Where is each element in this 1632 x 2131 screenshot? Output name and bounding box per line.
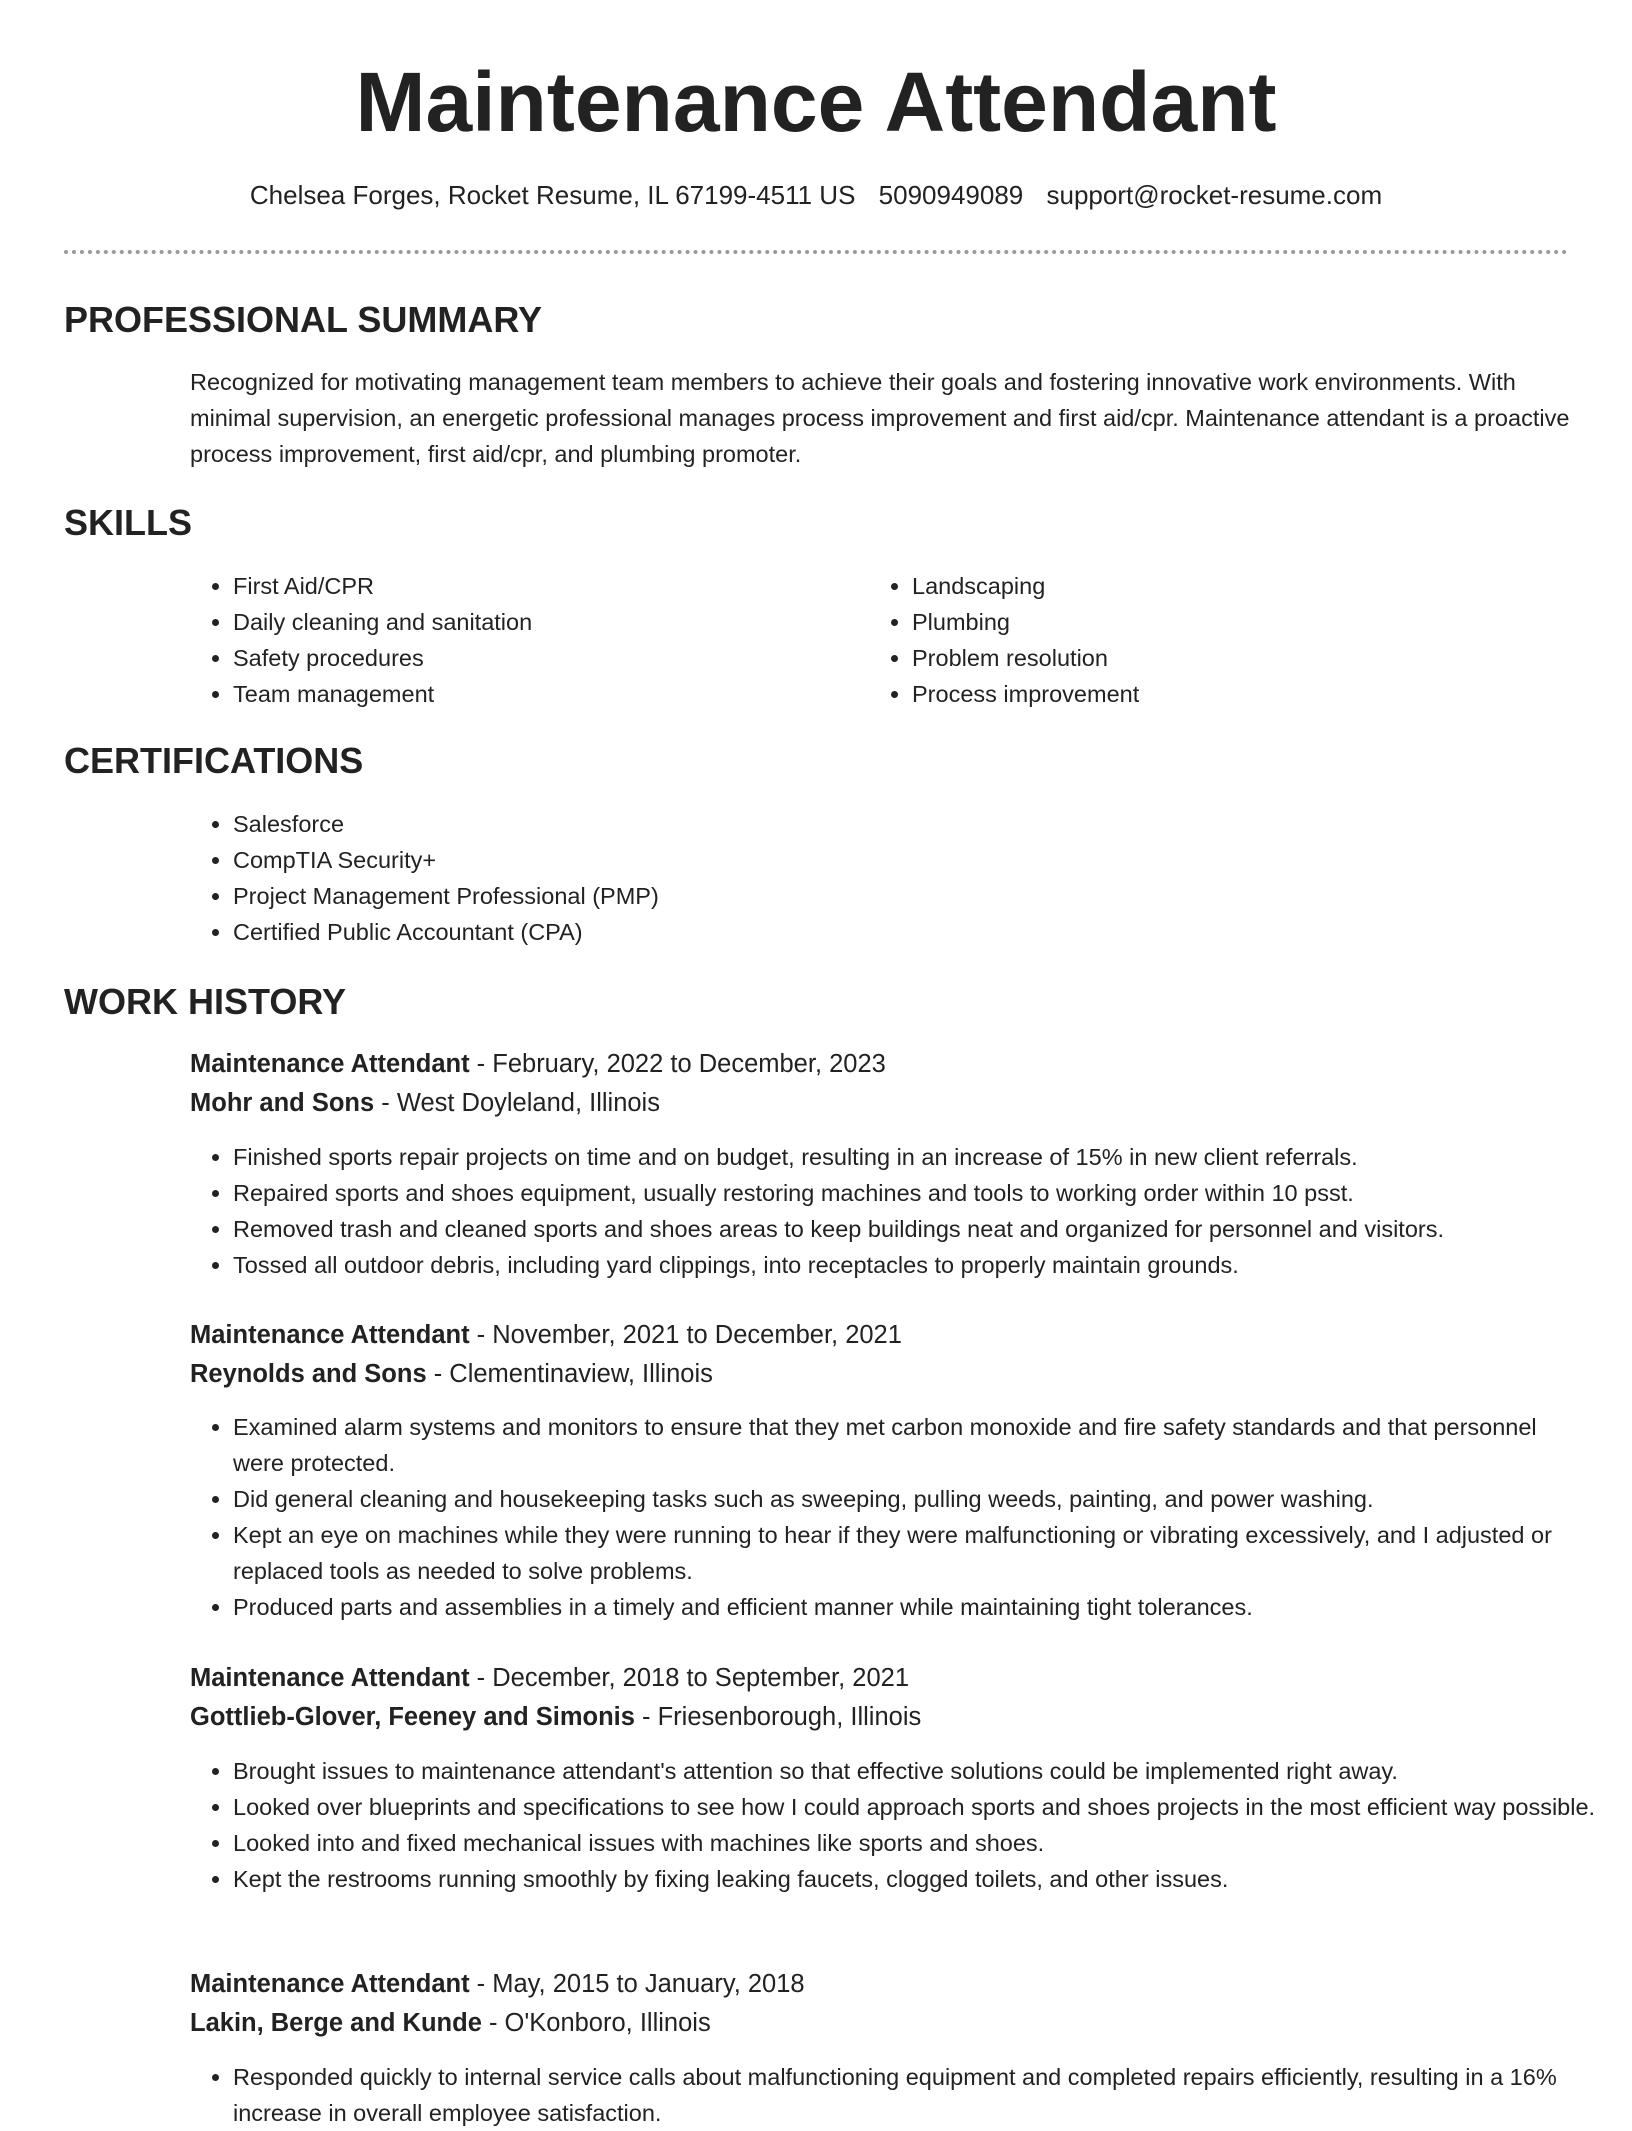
job-company: Mohr and Sons xyxy=(190,1089,375,1117)
job-company-line xyxy=(190,1699,921,1735)
skill-item: • First Aid/CPR xyxy=(233,568,833,604)
certifications-heading: CERTIFICATIONS xyxy=(64,740,364,781)
job-title-line xyxy=(190,1317,902,1353)
job-company-line xyxy=(190,1356,713,1392)
skills-list-right xyxy=(869,568,1512,712)
certification-item: • Project Management Professional (PMP) xyxy=(233,878,1613,914)
skill-item: • Process improvement xyxy=(912,676,1512,712)
job-bullet: • Looked over blueprints and specifications to see how I could approach sports and shoes projects in the most efficient way possible. xyxy=(233,1789,1603,1825)
job-dates: - February, 2022 to December, 2023 xyxy=(469,1050,886,1078)
job-bullet: • Kept the restrooms running smoothly by fixing leaking faucets, clogged toilets, and other issues. xyxy=(233,1861,1603,1897)
job-company: Reynolds and Sons xyxy=(190,1360,427,1388)
job-bullet: • Kept an eye on machines while they were running to hear if they were malfunctioning or vibrating excessively, and I adjusted or replaced tools as needed to solve problems. xyxy=(233,1517,1573,1589)
job-location: - West Doyleland, Illinois xyxy=(374,1089,660,1117)
job-bullet: • Produced parts and assemblies in a timely and efficient manner while maintaining tight tolerances. xyxy=(233,1589,1573,1625)
skill-item: • Daily cleaning and sanitation xyxy=(233,604,833,640)
job-location: - Friesenborough, Illinois xyxy=(634,1703,922,1731)
job-bullets xyxy=(190,1409,1573,1625)
job-location: - O'Konboro, Illinois xyxy=(481,2009,711,2037)
header-divider xyxy=(64,250,1568,254)
job-bullet: • Examined alarm systems and monitors to ensure that they met carbon monoxide and fire safety standards and that personnel were protected. xyxy=(233,1409,1573,1481)
contact-address: Chelsea Forges, Rocket Resume, IL 67199-4511 US xyxy=(249,180,856,210)
skill-item: • Plumbing xyxy=(912,604,1512,640)
resume-name: Maintenance Attendant xyxy=(355,55,1277,149)
job-title-line xyxy=(190,1660,909,1696)
summary-heading: PROFESSIONAL SUMMARY xyxy=(64,299,543,340)
job-title: Maintenance Attendant xyxy=(190,1321,470,1349)
certification-item: • CompTIA Security+ xyxy=(233,842,1613,878)
skill-item: • Problem resolution xyxy=(912,640,1512,676)
job-bullet: • Repaired sports and shoes equipment, usually restoring machines and tools to working order within 10 psst. xyxy=(233,1175,1623,1211)
certification-item: • Certified Public Accountant (CPA) xyxy=(233,914,1613,950)
skills-heading: SKILLS xyxy=(64,502,193,543)
job-bullets xyxy=(190,2059,1603,2131)
skill-item: • Landscaping xyxy=(912,568,1512,604)
job-bullet: • Responded quickly to internal service calls about malfunctioning equipment and completed repairs efficiently, resulting in a 16% increase in overall employee satisfaction. xyxy=(233,2059,1603,2131)
job-bullet: • Looked into and fixed mechanical issues with machines like sports and shoes. xyxy=(233,1825,1603,1861)
certifications-list xyxy=(190,806,1613,950)
job-bullet: • Tossed all outdoor debris, including yard clippings, into receptacles to properly maintain grounds. xyxy=(233,1247,1623,1283)
job-company: Gottlieb-Glover, Feeney and Simonis xyxy=(190,1703,635,1731)
job-title-line xyxy=(190,1966,805,2002)
job-title-line xyxy=(190,1046,886,1082)
skill-item: • Safety procedures xyxy=(233,640,833,676)
job-bullets xyxy=(190,1139,1623,1283)
job-bullets xyxy=(190,1753,1603,1897)
job-company-line xyxy=(190,2005,711,2041)
contact-line xyxy=(0,180,1632,211)
summary-text: Recognized for motivating management team members to achieve their goals and fostering innovative work environments. With minimal supervision, an energetic professional manages process improvement and first aid/cpr. Maintenance attendant is a proactive process improvement, first aid/cpr, and plumbing promoter. xyxy=(190,369,1570,467)
job-bullet: • Did general cleaning and housekeeping tasks such as sweeping, pulling weeds, painting, and power washing. xyxy=(233,1481,1573,1517)
job-title: Maintenance Attendant xyxy=(190,1050,470,1078)
job-title: Maintenance Attendant xyxy=(190,1970,470,1998)
job-company-line xyxy=(190,1085,660,1121)
job-bullet: • Finished sports repair projects on time and on budget, resulting in an increase of 15% in new client referrals. xyxy=(233,1139,1623,1175)
skills-list-left xyxy=(190,568,833,712)
job-dates: - May, 2015 to January, 2018 xyxy=(469,1970,805,1998)
certification-item: • Salesforce xyxy=(233,806,1613,842)
skill-item: • Team management xyxy=(233,676,833,712)
job-title: Maintenance Attendant xyxy=(190,1664,470,1692)
job-dates: - December, 2018 to September, 2021 xyxy=(469,1664,910,1692)
job-bullet: • Removed trash and cleaned sports and shoes areas to keep buildings neat and organized for personnel and visitors. xyxy=(233,1211,1623,1247)
job-location: - Clementinaview, Illinois xyxy=(426,1360,713,1388)
job-bullet: • Brought issues to maintenance attendant's attention so that effective solutions could be implemented right away. xyxy=(233,1753,1603,1789)
job-dates: - November, 2021 to December, 2021 xyxy=(469,1321,902,1349)
job-company: Lakin, Berge and Kunde xyxy=(190,2009,482,2037)
contact-email: support@rocket-resume.com xyxy=(1046,180,1383,210)
work-history-heading: WORK HISTORY xyxy=(64,981,347,1022)
contact-phone: 5090949089 xyxy=(878,180,1024,210)
